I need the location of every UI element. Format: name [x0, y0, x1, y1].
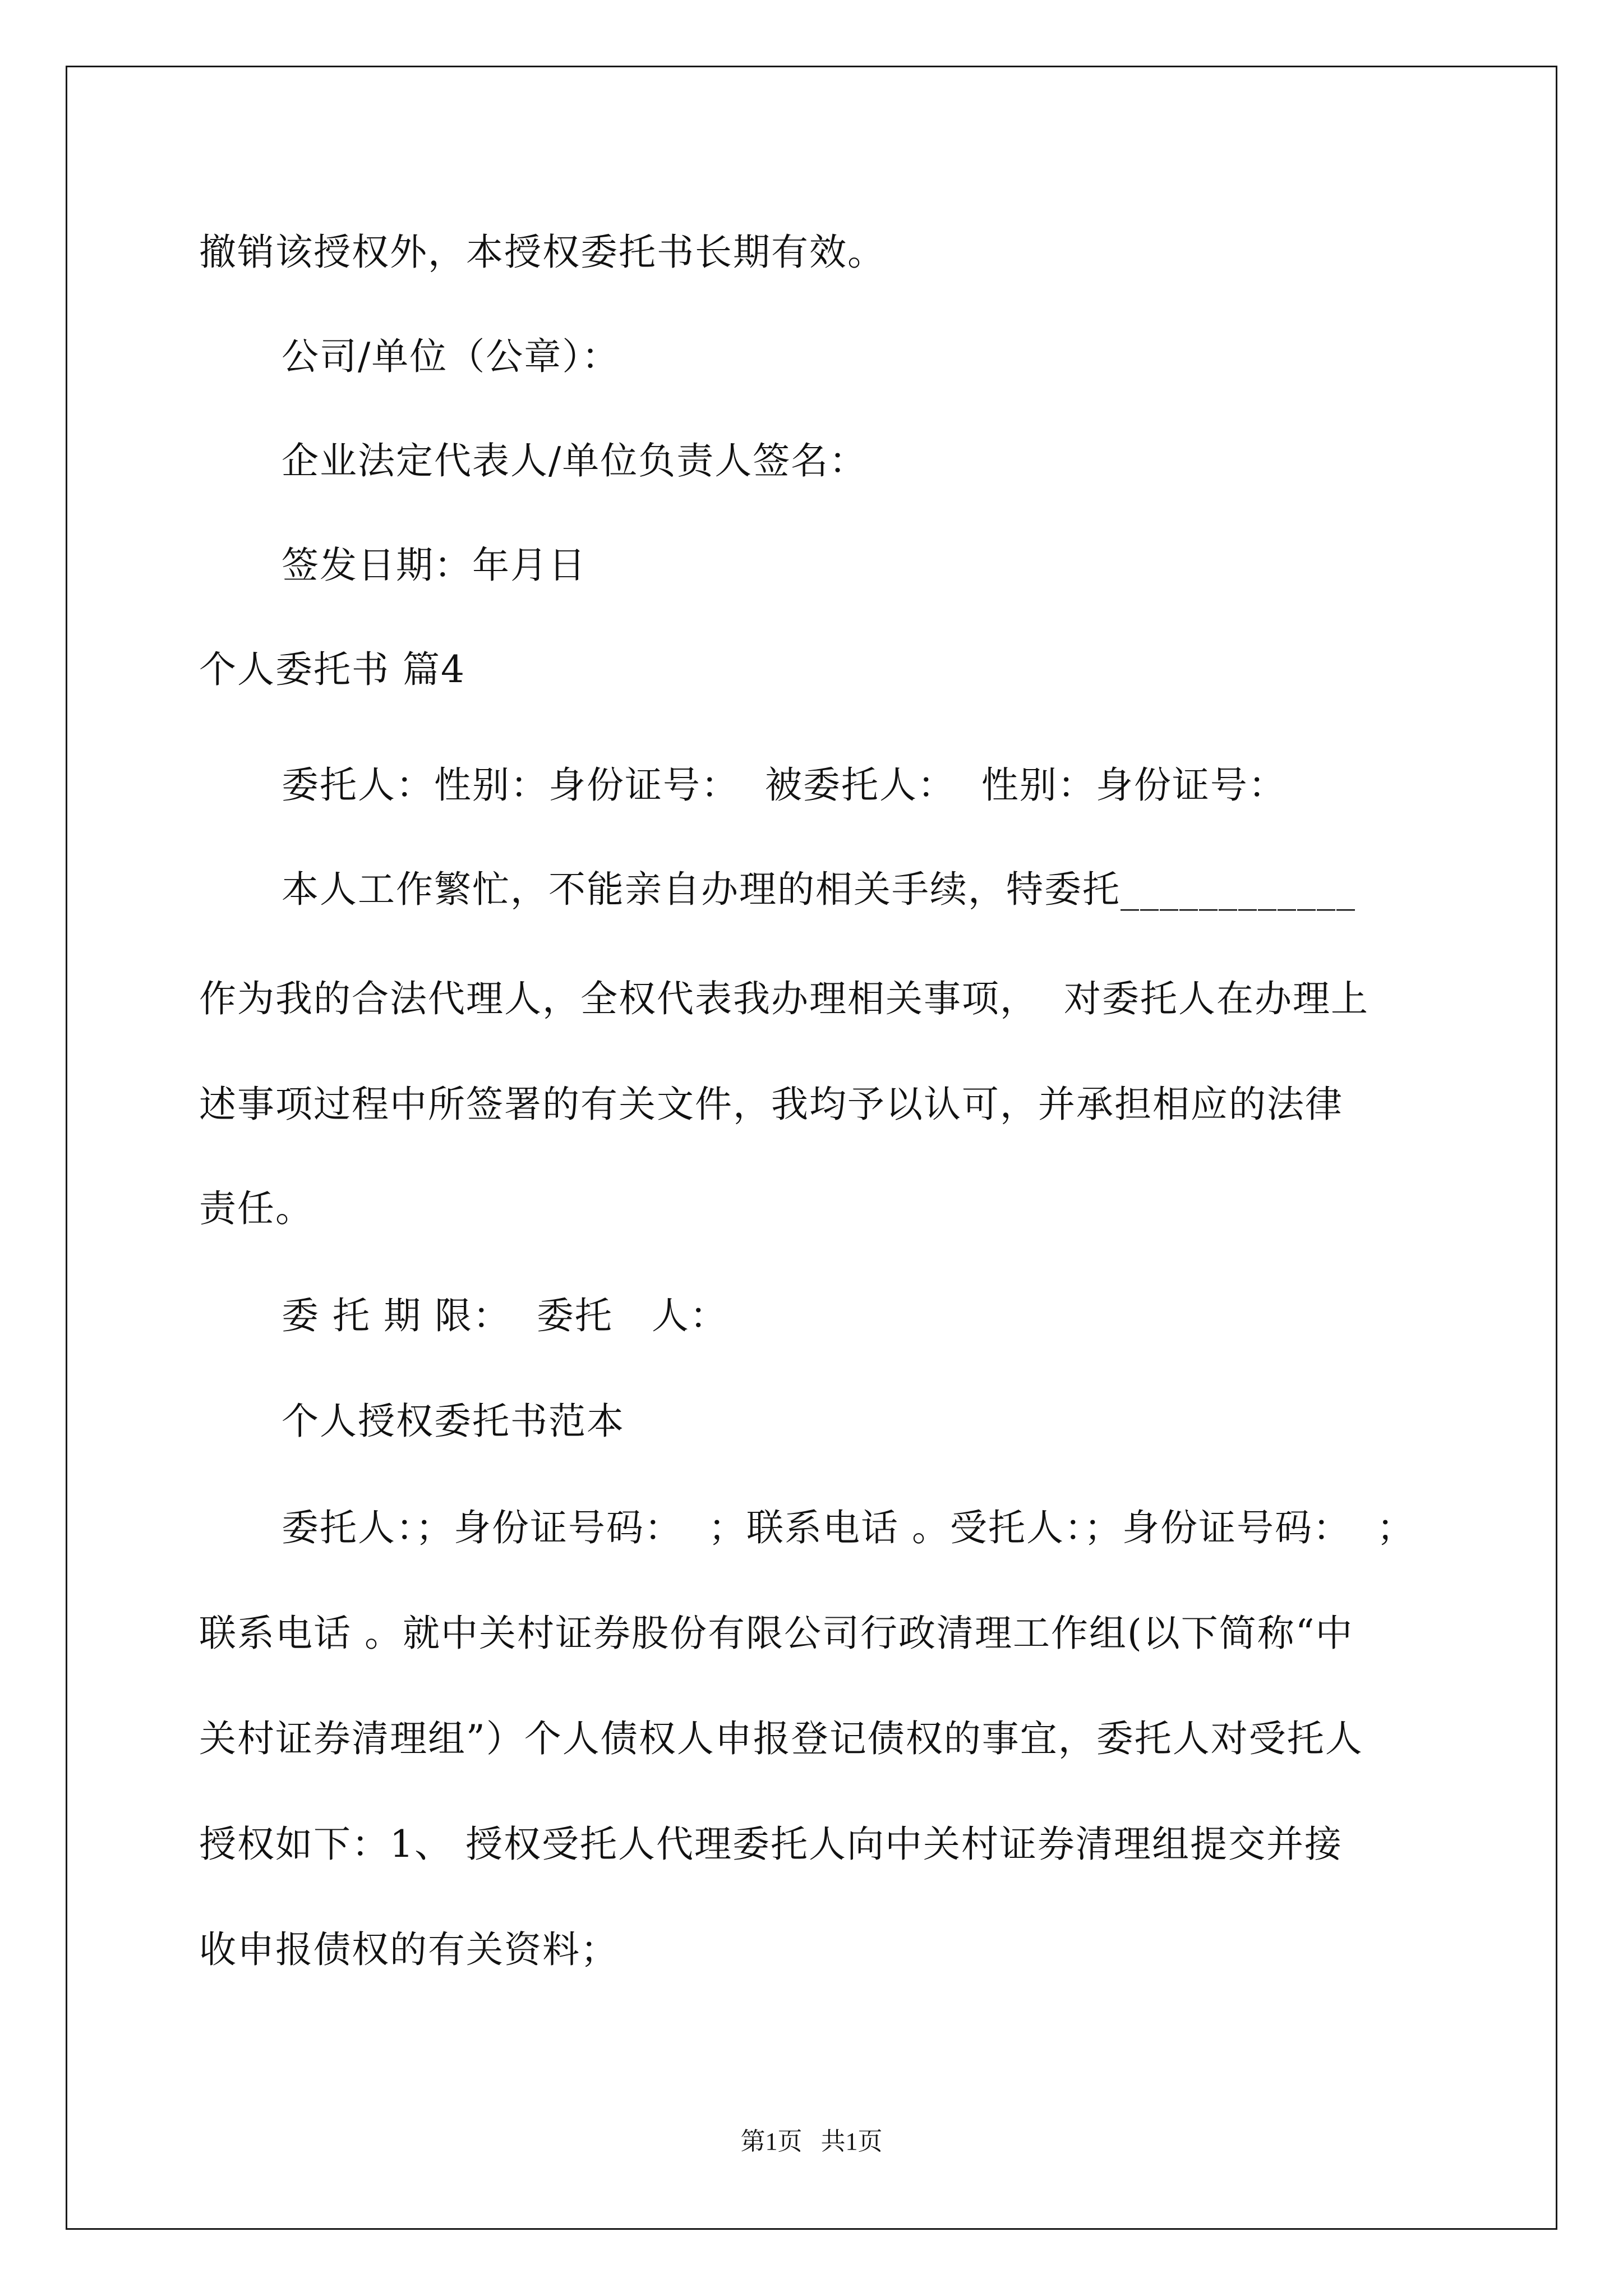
paragraph-line-9: 述事项过程中所签署的有关文件，我均予以认可，并承担相应的法律 — [199, 1083, 1343, 1126]
paragraph-line-14: 联系电话 。就中关村证券股份有限公司行政清理工作组(以下简称“中 — [199, 1612, 1354, 1655]
company-seal-line: 公司/单位（公章）： — [282, 335, 620, 378]
page-border — [66, 66, 1557, 2230]
term-and-principal-line: 委 托 期 限： 委托 人： — [282, 1294, 728, 1337]
issue-date-line: 签发日期：年月日 — [282, 544, 587, 587]
paragraph-line-15: 关村证券清理组”）个人债权人申报登记债权的事宜，委托人对受托人 — [199, 1717, 1363, 1760]
paragraph-line-10: 责任。 — [199, 1187, 313, 1230]
paragraph-line-13: 委托人：；身份证号码： ；联系电话 。受托人：；身份证号码： ； — [282, 1506, 1415, 1549]
paragraph-line-7: 本人工作繁忙，不能亲自办理的相关手续，特委托____________ — [282, 868, 1356, 911]
parties-line: 委托人：性别：身份证号： 被委托人： 性别：身份证号： — [282, 763, 1287, 807]
paragraph-line-16: 授权如下：1、 授权受托人代理委托人向中关村证券清理组提交并接 — [199, 1823, 1343, 1866]
subheading-template: 个人授权委托书范本 — [282, 1400, 625, 1443]
legal-rep-signature-line: 企业法定代表人/单位负责人签名： — [282, 439, 868, 482]
page-number-footer: 第1页 共1页 — [740, 2128, 883, 2155]
paragraph-line-8: 作为我的合法代理人，全权代表我办理相关事项， 对委托人在办理上 — [199, 977, 1369, 1020]
paragraph-line-17: 收申报债权的有关资料； — [199, 1928, 619, 1971]
paragraph-line-1: 撤销该授权外，本授权委托书长期有效。 — [199, 231, 886, 274]
section-heading: 个人委托书 篇4 — [199, 648, 465, 691]
